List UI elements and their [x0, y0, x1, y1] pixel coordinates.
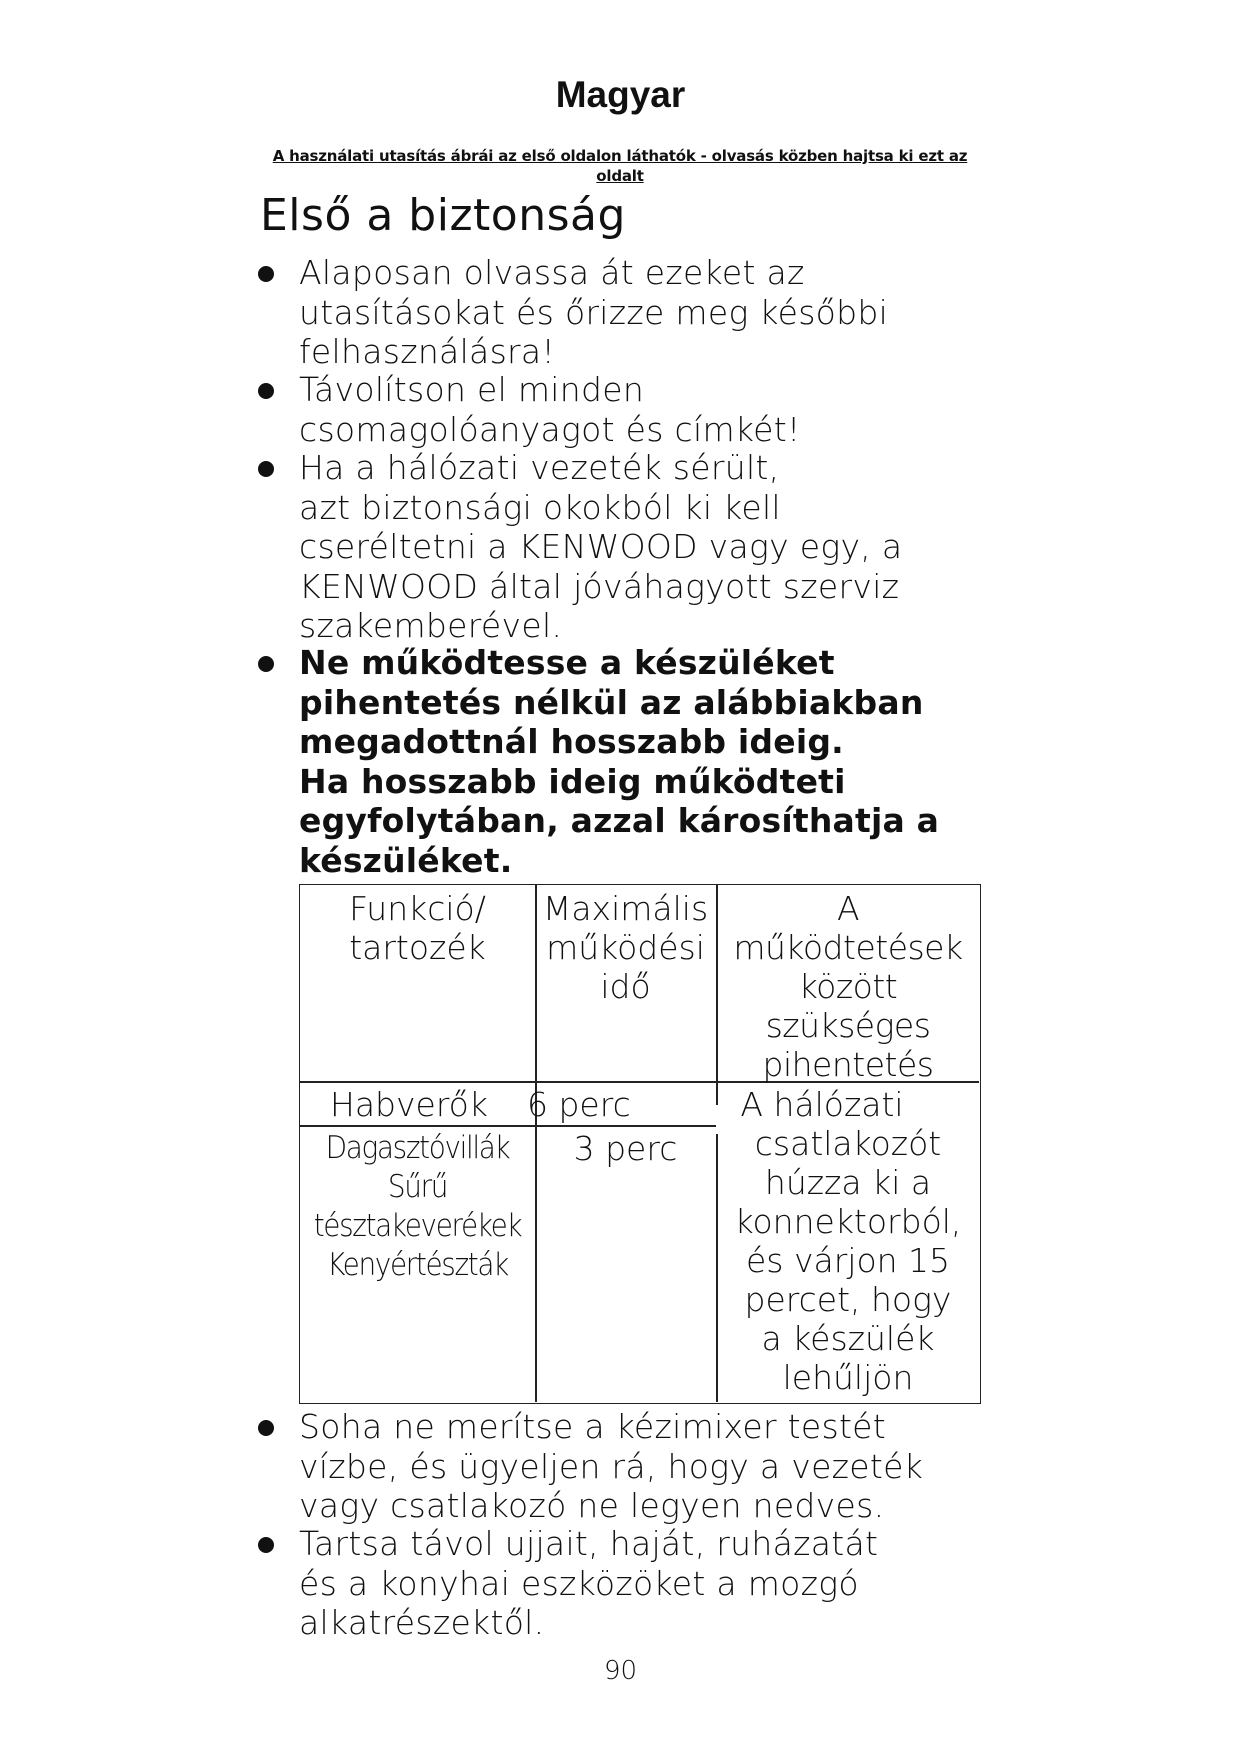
safety-item-text: Tartsa távol ujjait, haját, ruházatát és a konyhai eszközöket a mozgó alkatrészektől.: [299, 1524, 879, 1642]
safety-item-text: Távolítson el minden csomagolóanyagot és címkét!: [299, 370, 801, 449]
table-header-max-time: Maximális működési idő: [542, 889, 709, 1006]
operating-time-table: [299, 884, 981, 1404]
bullet-icon: [258, 656, 274, 672]
table-header-function: Funkció/ tartozék: [349, 889, 486, 967]
bullet-icon: [258, 266, 274, 282]
table-cell-max-time: 6 perc: [527, 1085, 631, 1124]
bullet-icon: [258, 461, 274, 477]
safety-item-text: Ne működtesse a készüléket pihentetés nélkül az alábbiakban megadottnál hosszabb ideig. Ha hosszabb ideig működteti egyfolytában, azzal károsíthatja a készüléket.: [299, 643, 940, 880]
table-cell-function: Dagasztóvillák Sűrű tésztakeverékek Kenyértészták: [313, 1130, 522, 1283]
table-divider: [300, 1125, 716, 1127]
safety-item-text: Soha ne merítse a kézimixer testét vízbe, és ügyeljen rá, hogy a vezeték vagy csatlakozó ne legyen nedves.: [299, 1407, 924, 1525]
fold-out-note: A használati utasítás ábrái az első oldalon láthatók - olvasás közben hajtsa ki ezt az oldalt: [272, 147, 968, 185]
language-title: Magyar: [555, 74, 686, 115]
table-cell-rest-line1: A hálózati: [740, 1085, 904, 1124]
table-cell-rest: csatlakozót húzza ki a konnektorból, és várjon 15 percet, hogy a készülék lehűljön: [734, 1124, 962, 1397]
bullet-icon: [258, 383, 274, 399]
bullet-icon: [258, 1537, 274, 1553]
safety-item-text: Alaposan olvassa át ezeket az utasításokat és őrizze meg későbbi felhasználásra!: [299, 253, 889, 371]
page-number: 90: [603, 1656, 638, 1686]
table-cell-max-time: 3 perc: [573, 1129, 678, 1168]
section-heading: Első a biztonság: [260, 190, 626, 241]
safety-item-text: Ha a hálózati vezeték sérült, azt biztonsági okokból ki kell cseréltetni a KENWOOD vagy egy, a KENWOOD által jóváhagyott szerviz szakemberével.: [299, 448, 903, 645]
bullet-icon: [258, 1420, 274, 1436]
table-cell-function: Habverők: [330, 1085, 488, 1124]
table-header-rest: A működtetések között szükséges pihentetés: [733, 889, 963, 1084]
